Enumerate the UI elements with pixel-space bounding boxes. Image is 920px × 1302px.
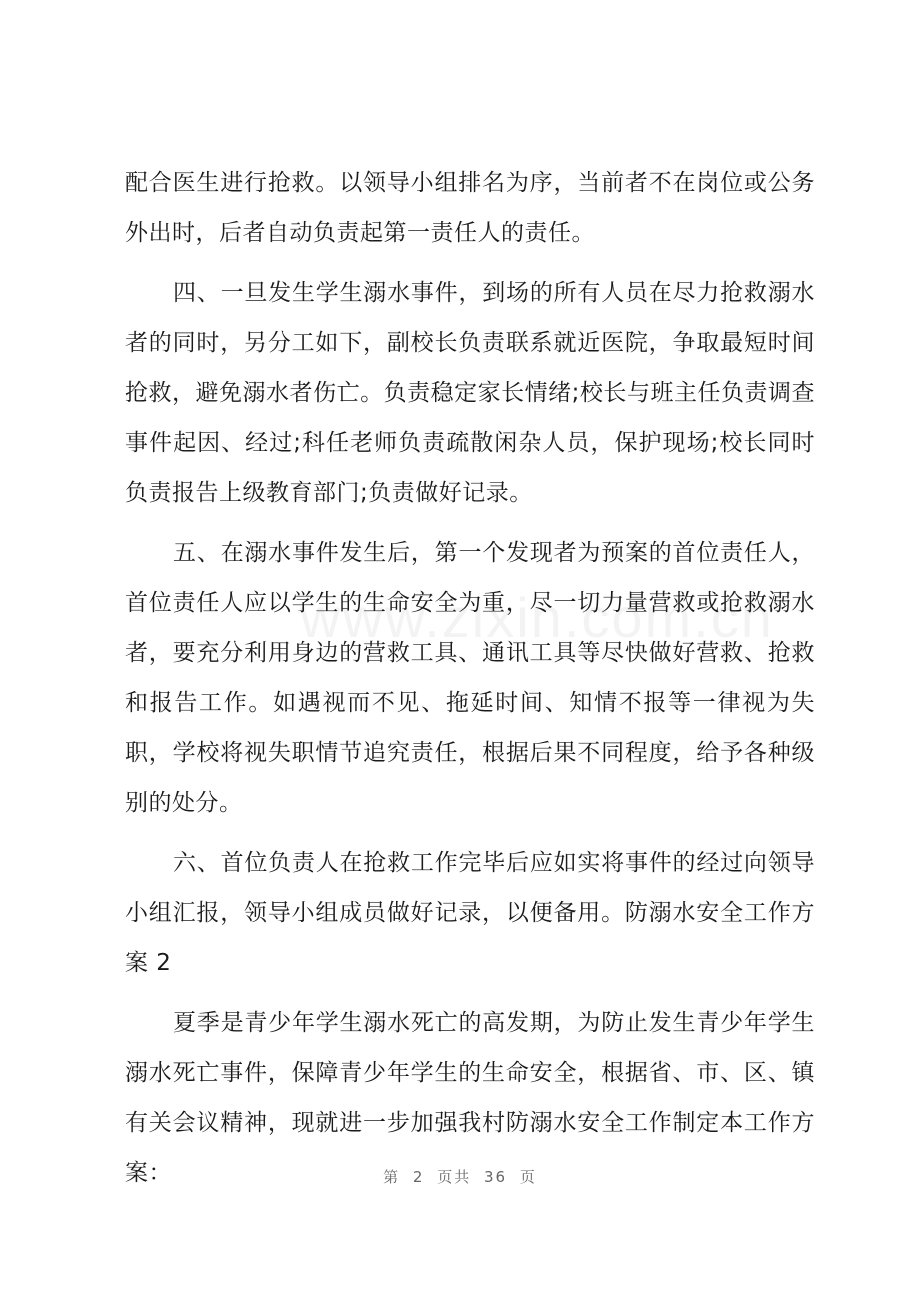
footer-middle: 页共 [437,1168,472,1186]
footer-total-pages: 36 [484,1168,508,1186]
paragraph-1: 配合医生进行抢救。以领导小组排名为序，当前者不在岗位或公务外出时，后者自动负责起第一责任人的责任。 [125,170,815,246]
footer-page-number: 2 [412,1168,425,1186]
paragraph-4: 六、首位负责人在抢救工作完毕后应如实将事件的经过向领导小组汇报，领导小组成员做好记录，以便备用。防溺水安全工作方案 2 [125,850,815,976]
paragraph-2: 四、一旦发生学生溺水事件，到场的所有人员在尽力抢救溺水者的同时，另分工如下，副校长负责联系就近医院，争取最短时间抢救，避免溺水者伤亡。负责稳定家长情绪;校长与班主任负责调查事件起因、经过;科任老师负责疏散闲杂人员，保护现场;校长同时负责报告上级教育部门;负责做好记录。 [125,280,815,506]
footer-prefix: 第 [383,1168,401,1186]
document-body [125,158,815,1208]
paragraph-3: 五、在溺水事件发生后，第一个发现者为预案的首位责任人，首位责任人应以学生的生命安全为重，尽一切力量营救或抢救溺水者，要充分利用身边的营救工具、通讯工具等尽快做好营救、抢救和报告工作。如遇视而不见、拖延时间、知情不报等一律视为失职，学校将视失职情节追究责任，根据后果不同程度，给予各种级别的处分。 [125,540,815,816]
footer-suffix: 页 [519,1168,537,1186]
paragraph-5: 夏季是青少年学生溺水死亡的高发期，为防止发生青少年学生溺水死亡事件，保障青少年学生的生命安全，根据省、市、区、镇有关会议精神，现就进一步加强我村防溺水安全工作制定本工作方案： [125,1010,815,1186]
page-footer [0,1166,920,1187]
